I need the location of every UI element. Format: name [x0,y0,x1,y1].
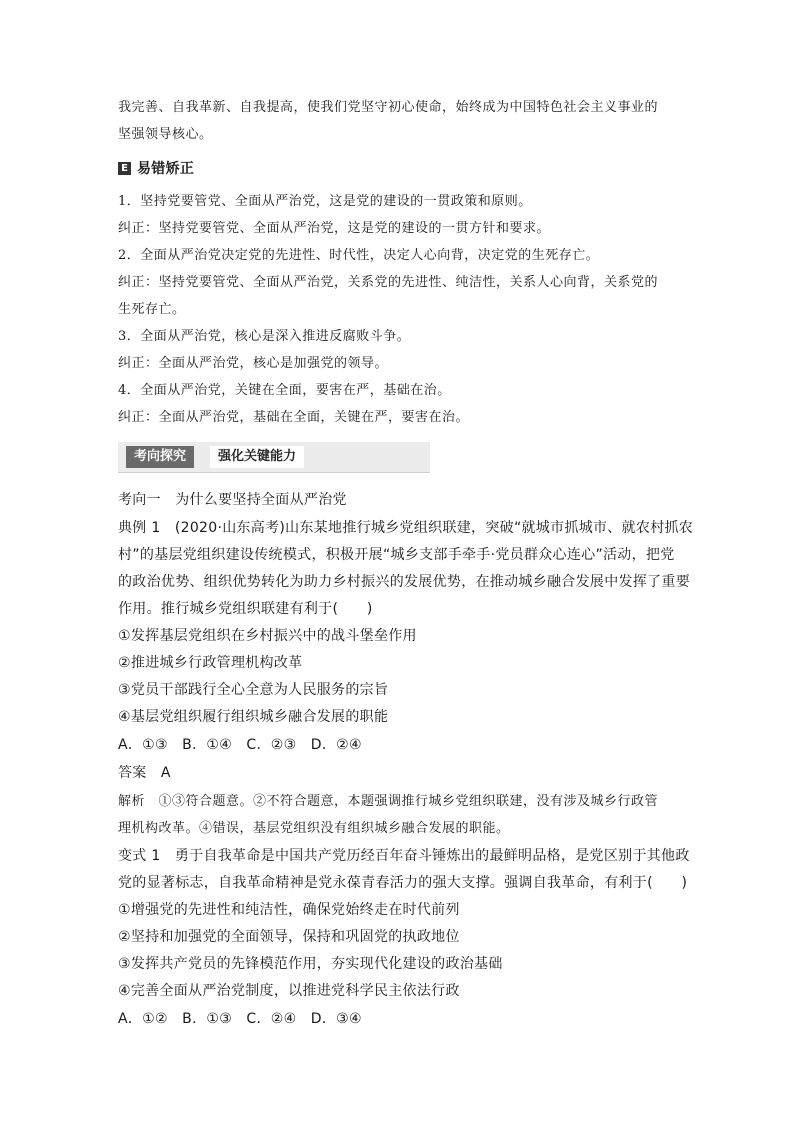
example-question-line: 典例 1 (2020·山东高考)山东某地推行城乡党组织联建，突破“就城市抓城市、就农村抓农 [118,520,694,536]
variant-option: ①增强党的先进性和纯洁性，确保党始终走在时代前列 [118,902,460,918]
variant-question-line: 变式 1 勇于自我革命是中国共产党历经百年奋斗锤炼出的最鲜明品格，是党区别于其他政 [118,848,690,864]
example-option: ①发挥基层党组织在乡村振兴中的战斗堡垒作用 [118,628,417,644]
correction-item: 纠正：坚持党要管党、全面从严治党，这是党的建设的一贯方针和要求。 [118,221,551,236]
example-analysis-line: 理机构改革。④错误，基层党组织没有组织城乡融合发展的职能。 [118,821,510,836]
example-question-line: 作用。推行城乡党组织联建有利于( ) [118,601,373,617]
correction-item: 2．全面从严治党决定党的先进性、时代性，决定人心向背，决定党的生死存亡。 [118,248,600,263]
section-marker-icon: E [118,162,131,175]
variant-option: ②坚持和加强党的全面领导，保持和巩固党的执政地位 [118,929,460,945]
correction-item: 3．全面从严治党，核心是深入推进反腐败斗争。 [118,329,411,344]
direction-title: 考向一 为什么要坚持全面从严治党 [118,492,347,508]
section-banner [118,442,430,473]
example-option: ②推进城乡行政管理机构改革 [118,655,303,671]
example-answer: 答案 A [118,765,171,781]
variant-question-line: 党的显著标志，自我革命精神是党永葆青春活力的强大支撑。强调自我革命，有利于( ) [118,875,688,891]
banner-tag: 考向探究 [126,446,194,468]
intro-line-2: 坚强领导核心。 [118,127,213,142]
correction-title: 易错矫正 [137,161,195,177]
variant-choices: A．①② B．①③ C．②④ D．③④ [118,1011,362,1027]
example-option: ③党员干部践行全心全意为人民服务的宗旨 [118,682,389,698]
banner-text: 强化关键能力 [210,446,304,468]
variant-option: ④完善全面从严治党制度，以推进党科学民主依法行政 [118,983,460,999]
variant-option: ③发挥共产党员的先锋模范作用，夯实现代化建设的政治基础 [118,956,503,972]
correction-item: 纠正：坚持党要管党、全面从严治党，关系党的先进性、纯洁性，关系人心向背，关系党的 [118,275,659,290]
intro-line-1: 我完善、自我革新、自我提高，使我们党坚守初心使命，始终成为中国特色社会主义事业的 [118,100,659,115]
correction-item: 纠正：全面从严治党，基础在全面，关键在严，要害在治。 [118,410,470,425]
example-option: ④基层党组织履行组织城乡融合发展的职能 [118,709,389,725]
correction-heading [118,158,194,178]
example-analysis-line: 解析 ①③符合题意。②不符合题意，本题强调推行城乡党组织联建，没有涉及城乡行政管 [118,794,659,809]
correction-item: 生死存亡。 [118,302,186,317]
correction-item: 4．全面从严治党，关键在全面，要害在严，基础在治。 [118,383,451,398]
example-question-line: 村”的基层党组织建设传统模式，积极开展“城乡支部手牵手·党员群众心连心”活动，把党 [118,547,675,563]
example-question-line: 的政治优势、组织优势转化为助力乡村振兴的发展优势，在推动城乡融合发展中发挥了重要 [118,574,690,590]
example-choices: A．①③ B．①④ C．②③ D．②④ [118,737,362,753]
correction-item: 纠正：全面从严治党，核心是加强党的领导。 [118,356,389,371]
correction-item: 1．坚持党要管党、全面从严治党，这是党的建设的一贯政策和原则。 [118,194,532,209]
